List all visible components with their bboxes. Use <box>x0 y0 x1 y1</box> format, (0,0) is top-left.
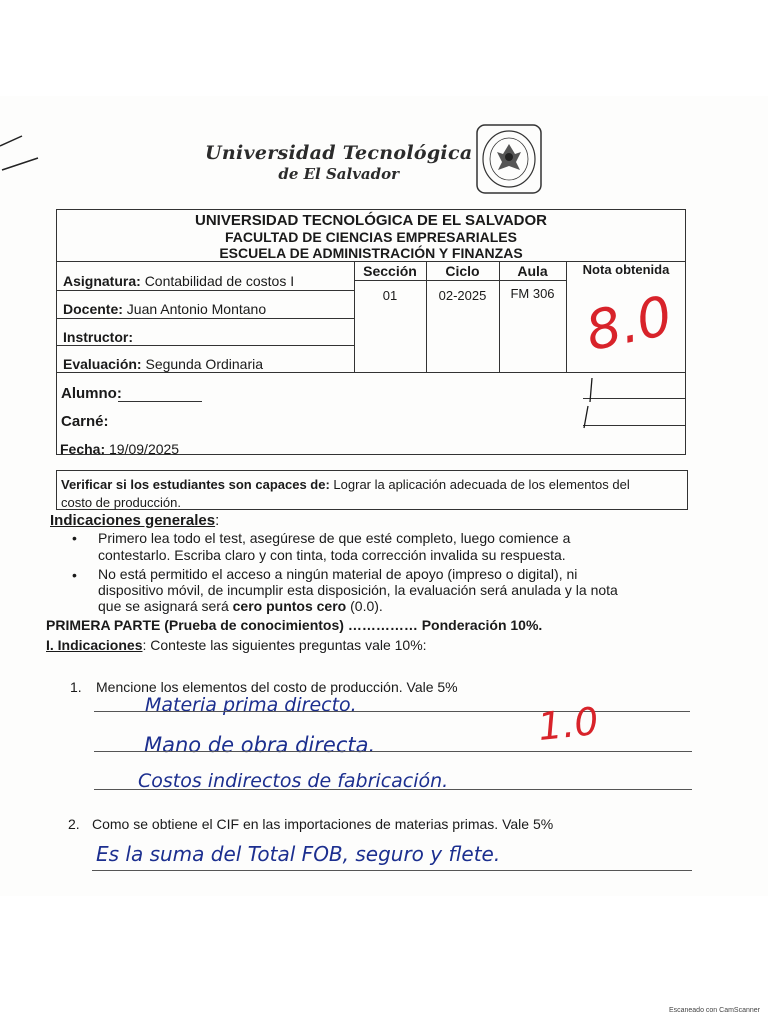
instructor-label: Instructor: <box>63 329 133 345</box>
instructions-colon: : <box>215 512 220 529</box>
logo-line-1: Universidad Tecnológica <box>205 142 473 164</box>
objective-text-1: Lograr la aplicación adecuada de los elementos del <box>333 477 630 492</box>
q1-text: Mencione los elementos del costo de producción. Vale 5% <box>96 679 458 695</box>
part1-indic-label: I. Indicaciones <box>46 637 143 653</box>
signature-line <box>583 425 686 426</box>
answer-line <box>94 789 692 790</box>
q1-grade: 1.0 <box>535 698 601 750</box>
evaluacion-value: Segunda Ordinaria <box>145 356 264 372</box>
part1-title: PRIMERA PARTE (Prueba de conocimientos) …………… Ponderación 10%. <box>46 617 543 633</box>
divider <box>56 290 354 291</box>
aula-value: FM 306 <box>510 286 555 301</box>
alumno-line <box>118 401 202 402</box>
seccion-value: 01 <box>382 288 398 303</box>
divider <box>566 261 567 372</box>
aula-label: Aula <box>517 263 548 279</box>
q2-text: Como se obtiene el CIF en las importaciones de materias primas. Vale 5% <box>92 816 554 832</box>
bullet2-line2: dispositivo móvil, de incumplir esta disposición, la evaluación será anulada y la nota <box>98 582 618 598</box>
university-seal-icon <box>476 124 542 194</box>
scan-edge-mark <box>0 118 40 178</box>
docente-label: Docente: <box>63 301 123 317</box>
university-logo <box>205 142 472 183</box>
divider <box>56 318 354 319</box>
logo-line-2: de El Salvador <box>278 165 400 183</box>
evaluacion-label: Evaluación: <box>63 356 142 372</box>
q2-number: 2. <box>68 816 80 832</box>
ciclo-label: Ciclo <box>445 263 480 279</box>
ciclo-value: 02-2025 <box>438 288 487 303</box>
divider <box>56 372 686 373</box>
nota-label: Nota obtenida <box>582 262 670 277</box>
university-name: UNIVERSIDAD TECNOLÓGICA DE EL SALVADOR <box>195 212 547 229</box>
seccion-label: Sección <box>363 263 417 279</box>
bullet2-line3b: cero puntos cero <box>232 598 347 614</box>
handwritten-stroke <box>578 376 598 432</box>
divider <box>56 345 354 346</box>
answer-line <box>92 870 692 871</box>
asignatura-value: Contabilidad de costos I <box>144 273 295 289</box>
q1-answer-2: Mano de obra directa. <box>144 733 376 757</box>
answer-line <box>94 711 690 712</box>
q1-number: 1. <box>70 679 82 695</box>
part1-indic-text: : Conteste las siguientes preguntas vale 10%: <box>142 637 427 653</box>
bullet2-line3c: (0.0). <box>346 598 383 614</box>
instructions-title: Indicaciones generales <box>50 512 216 529</box>
scanner-footer: Escaneado con CamScanner <box>668 1007 760 1014</box>
fecha-value: 19/09/2025 <box>109 441 180 457</box>
grade-total: 8.0 <box>580 283 678 364</box>
bullet-icon: • <box>72 567 77 583</box>
fecha-label: Fecha: <box>60 441 106 457</box>
carne-label: Carné: <box>61 413 109 430</box>
answer-line <box>94 751 692 752</box>
objective-text-2: costo de producción. <box>61 495 181 510</box>
school-name: ESCUELA DE ADMINISTRACIÓN Y FINANZAS <box>219 245 523 261</box>
bullet1-line2: contestarlo. Escriba claro y con tinta, toda corrección invalida su respuesta. <box>98 547 566 563</box>
asignatura-label: Asignatura: <box>63 273 141 289</box>
bullet2-line3a: que se asignará será <box>98 598 233 614</box>
q1-answer-1: Materia prima directo. <box>145 694 357 716</box>
q1-answer-3: Costos indirectos de fabricación. <box>138 770 449 792</box>
bullet2-line1: No está permitido el acceso a ningún material de apoyo (impreso o digital), ni <box>98 566 578 582</box>
bullet-icon: • <box>72 530 77 546</box>
alumno-label: Alumno: <box>61 385 122 402</box>
docente-value: Juan Antonio Montano <box>126 301 267 317</box>
q2-answer-1: Es la suma del Total FOB, seguro y flete. <box>96 842 501 866</box>
faculty-name: FACULTAD DE CIENCIAS EMPRESARIALES <box>225 229 517 245</box>
objective-label: Verificar si los estudiantes son capaces de: <box>61 477 330 492</box>
signature-line <box>583 398 686 399</box>
divider <box>354 280 566 281</box>
bullet1-line1: Primero lea todo el test, asegúrese de que esté completo, luego comience a <box>98 530 571 546</box>
